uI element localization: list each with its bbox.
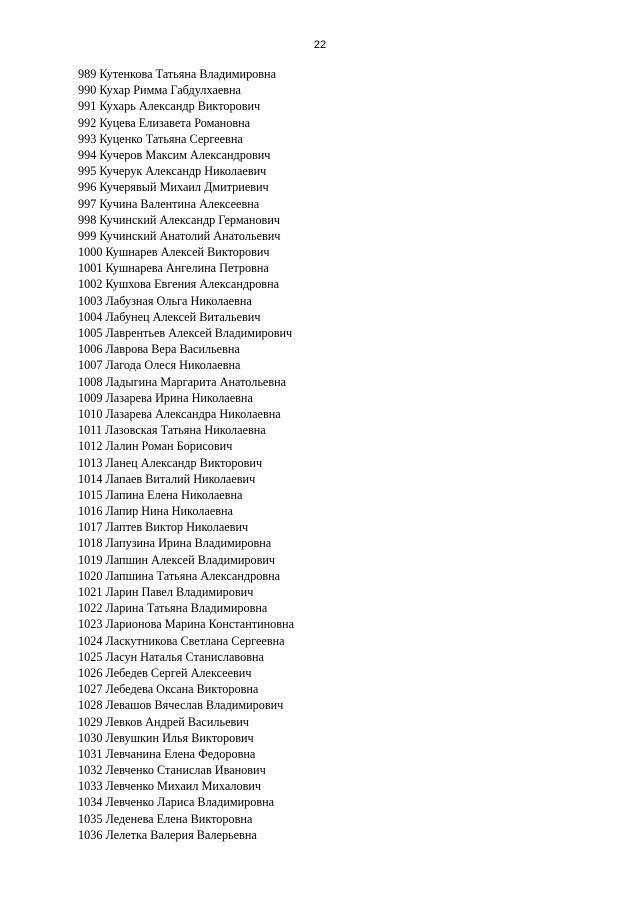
list-item: 1017 Лаптев Виктор Николаевич [78, 519, 249, 535]
list-item: 997 Кучина Валентина Алексеевна [78, 195, 260, 211]
list-item: 1006 Лаврова Вера Васильевна [78, 341, 240, 357]
list-item: 1027 Лебедева Оксана Викторовна [78, 681, 259, 697]
list-item: 1033 Левченко Михаил Михалович [78, 778, 262, 794]
list-item: 1011 Лазовская Татьяна Николаевна [78, 422, 266, 438]
list-item: 1009 Лазарева Ирина Николаевна [78, 389, 253, 405]
list-item: 1036 Лелетка Валерия Валерьевна [78, 826, 257, 842]
list-item: 1022 Ларина Татьяна Владимировна [78, 600, 268, 616]
list-item: 994 Кучеров Максим Александрович [78, 146, 271, 162]
list-item: 989 Кутенкова Татьяна Владимировна [78, 66, 277, 81]
list-item: 1031 Левчанина Елена Федоровна [78, 745, 256, 761]
list-item: 1001 Кушнарева Ангелина Петровна [78, 260, 269, 276]
list-item: 1018 Лапузина Ирина Владимировна [78, 535, 272, 551]
list-item: 990 Кухар Римма Габдулхаевна [78, 82, 241, 98]
list-item: 1003 Лабузная Ольга Николаевна [78, 292, 252, 308]
list-item: 1002 Кушхова Евгения Александровна [78, 276, 280, 292]
list-item: 1026 Лебедев Сергей Алексеевич [78, 664, 252, 680]
list-item: 998 Кучинский Александр Германович [78, 211, 281, 227]
list-item: 995 Кучерук Александр Николаевич [78, 163, 267, 179]
page-number: 22 [313, 39, 327, 51]
list-item: 992 Куцева Елизавета Романовна [78, 114, 251, 130]
list-item: 999 Кучинский Анатолий Анатольевич [78, 227, 281, 243]
list-item: 1024 Ласкутникова Светлана Сергеевна [78, 632, 285, 648]
list-item: 1032 Левченко Станислав Иванович [78, 762, 266, 778]
list-item: 1016 Лапир Нина Николаевна [78, 503, 233, 519]
list-item: 1019 Лапшин Алексей Владимирович [78, 551, 276, 567]
name-list [78, 66, 308, 843]
list-item: 1034 Левченко Лариса Владимировна [78, 794, 275, 810]
list-item: 1005 Лаврентьев Алексей Владимирович [78, 325, 293, 340]
list-item: 1015 Лапина Елена Николаевна [78, 486, 243, 502]
list-item: 993 Куценко Татьяна Сергеевна [78, 130, 243, 146]
list-item: 1004 Лабунец Алексей Витальевич [78, 308, 261, 324]
list-item: 1008 Ладыгина Маргарита Анатольевна [78, 373, 287, 389]
list-item: 1007 Лагода Олеся Николаевна [78, 357, 241, 373]
list-item: 1023 Ларионова Марина Константиновна [78, 616, 294, 632]
list-item: 1012 Лалин Роман Борисович [78, 438, 233, 454]
list-item: 991 Кухарь Александр Викторович [78, 98, 261, 114]
list-item: 1010 Лазарева Александра Николаевна [78, 405, 281, 421]
list-item: 1029 Левков Андрей Васильевич [78, 713, 249, 729]
list-item: 1013 Ланец Александр Викторович [78, 454, 263, 470]
list-item: 1025 Ласун Наталья Станиславовна [78, 648, 264, 664]
list-item: 1000 Кушнарев Алексей Викторович [78, 244, 270, 260]
list-item: 1035 Леденева Елена Викторовна [78, 810, 253, 826]
list-item: 1030 Левушкин Илья Викторович [78, 729, 254, 745]
list-item: 1021 Ларин Павел Владимирович [78, 584, 254, 599]
list-item: 1020 Лапшина Татьяна Александровна [78, 567, 281, 583]
list-item: 1014 Лапаев Виталий Николаевич [78, 470, 256, 486]
list-item: 1028 Левашов Вячеслав Владимирович [78, 697, 284, 713]
list-item: 996 Кучерявый Михаил Дмитриевич [78, 179, 269, 195]
